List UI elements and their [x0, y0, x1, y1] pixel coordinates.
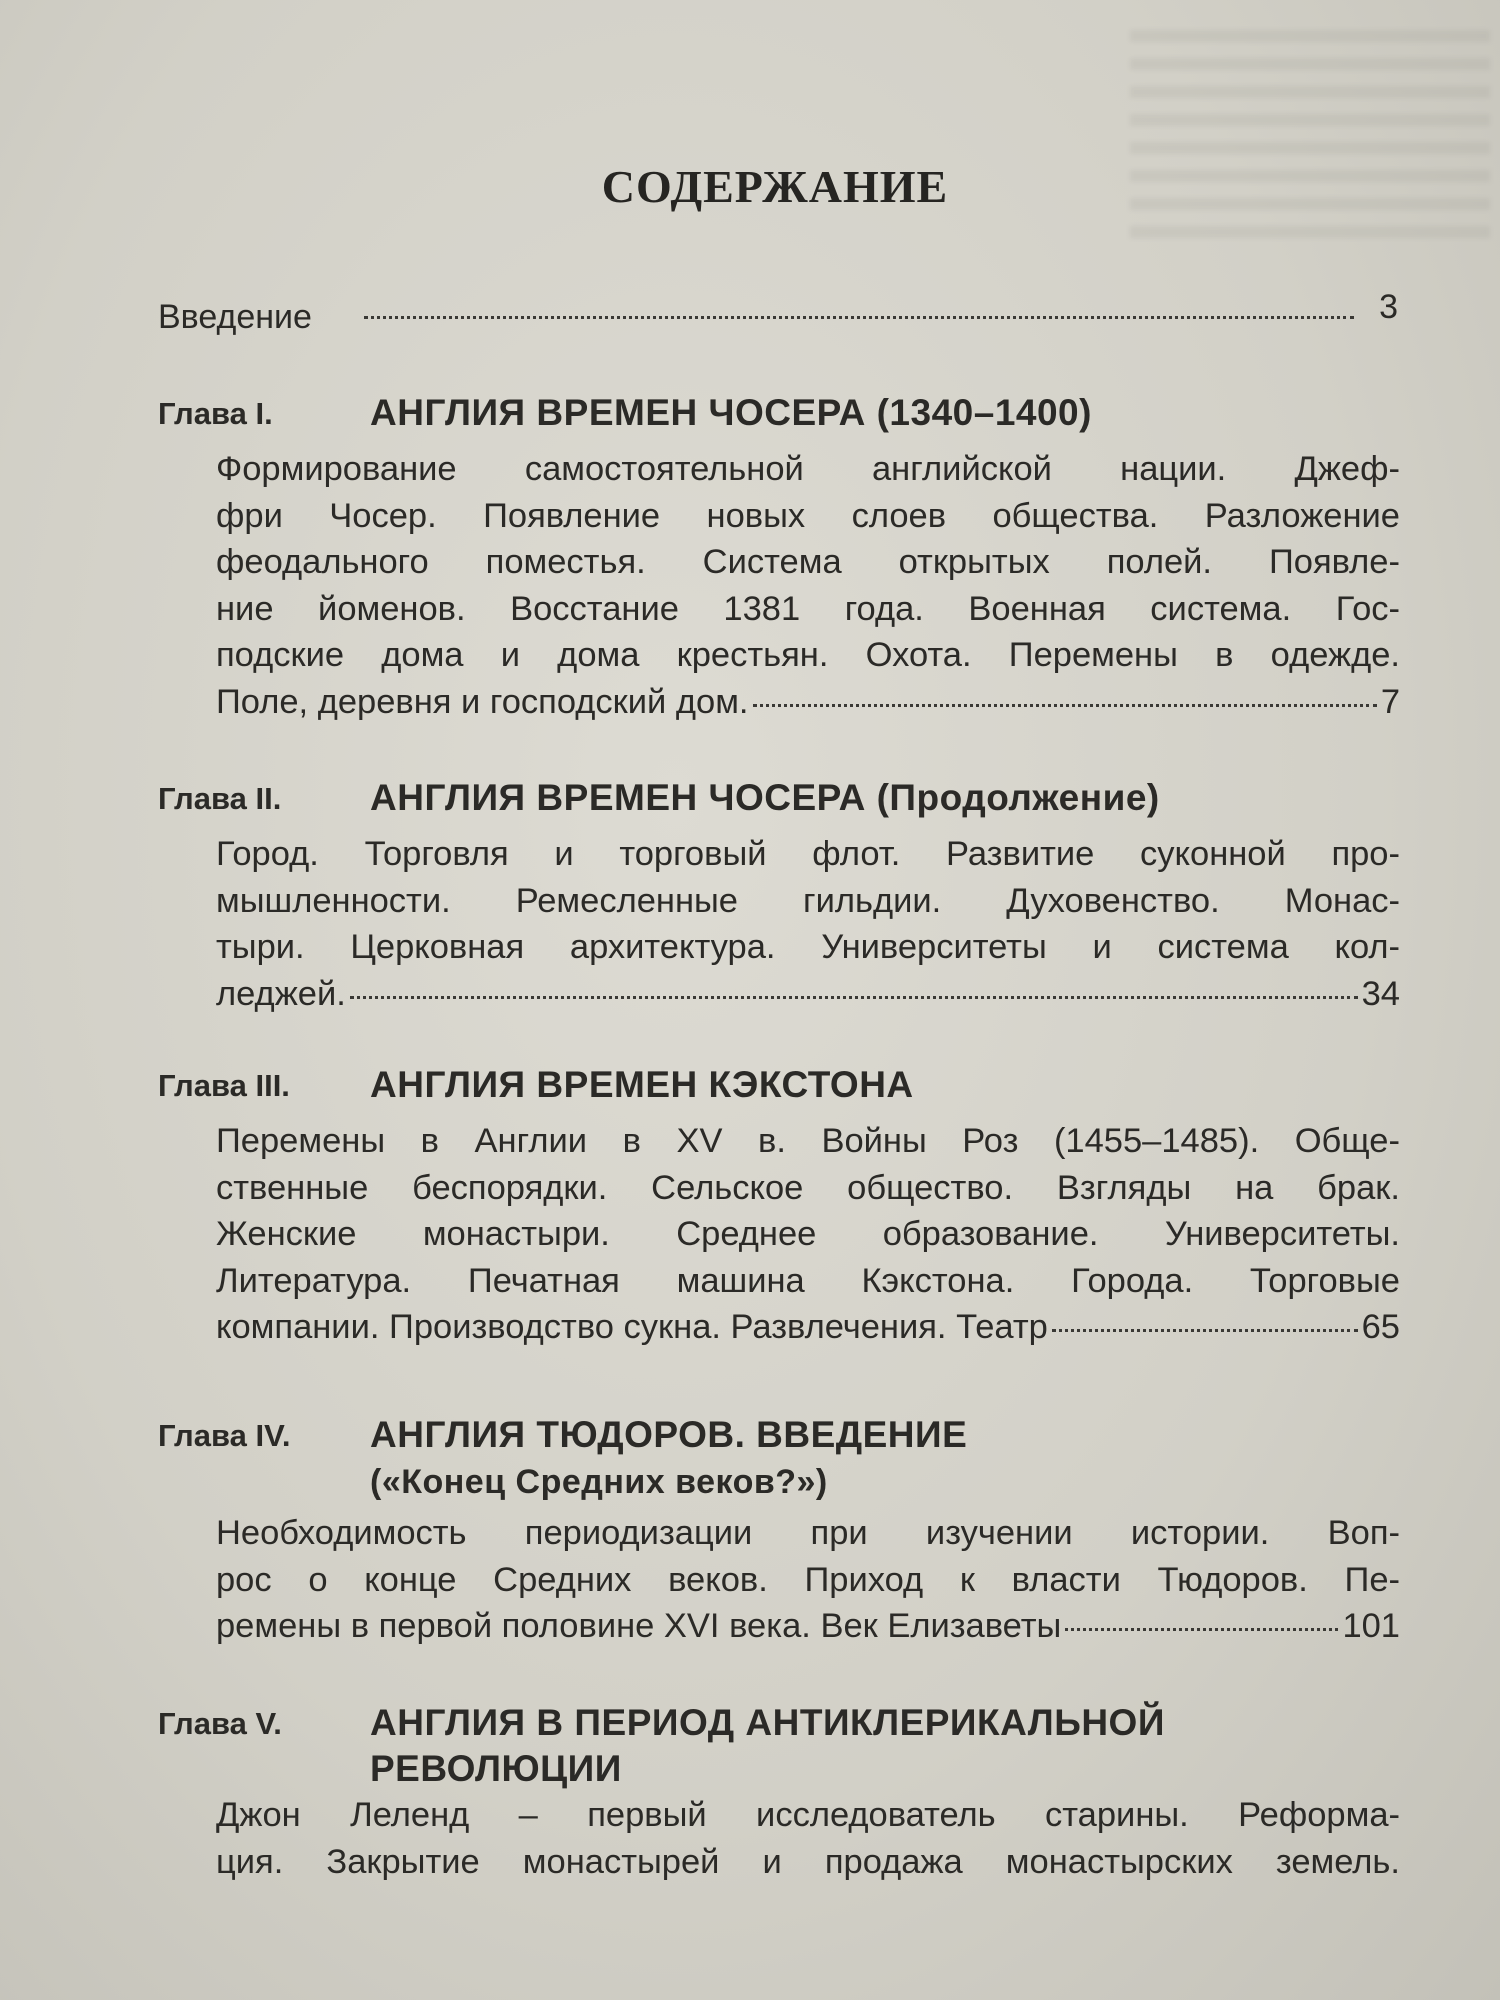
toc-entry-chapter-4[interactable]: [158, 1412, 1400, 1650]
chapter-number: Глава I.: [158, 396, 273, 431]
chapter-description: [216, 446, 1400, 725]
chapter-title: АНГЛИЯ ВРЕМЕН ЧОСЕРА (Продолжение): [370, 777, 1160, 818]
toc-entry-chapter-3[interactable]: [158, 1062, 1400, 1351]
intro-label: Введение: [158, 298, 312, 336]
description-line: феодального поместья. Система открытых полей. Появле-: [216, 543, 1400, 581]
description-last-line: [216, 679, 1400, 726]
page-title: СОДЕРЖАНИЕ: [601, 161, 949, 212]
description-line: Литература. Печатная машина Кэкстона. Города. Торговые: [216, 1261, 1400, 1300]
description-line: Поле, деревня и господский дом.: [216, 682, 749, 721]
page-number: 65: [1361, 1308, 1400, 1346]
description-line: рос о конце Средних веков. Приход к власти Тюдоров. Пе-: [216, 1560, 1400, 1599]
description-line: компании. Производство сукна. Развлечения. Театр: [216, 1308, 1048, 1346]
dot-leader: [364, 316, 1354, 319]
chapter-subtitle: («Конец Средних веков?»): [370, 1463, 828, 1501]
page-number: 3: [1379, 288, 1398, 326]
description-last-line: [216, 1603, 1400, 1650]
description-line: тыри. Церковная архитектура. Университеты и система кол-: [216, 928, 1400, 966]
chapter-number: Глава III.: [158, 1068, 290, 1103]
description-line: ция. Закрытие монастырей и продажа монастырских земель.: [216, 1842, 1400, 1881]
show-through-text: [1130, 30, 1490, 250]
description-line: подские дома и дома крестьян. Охота. Перемены в одежде.: [216, 636, 1400, 674]
chapter-title-block: [370, 1700, 1165, 1792]
description-line: мышленности. Ремесленные гильдии. Духовенство. Монас-: [216, 881, 1400, 920]
description-line: Женские монастыри. Среднее образование. Университеты.: [216, 1215, 1400, 1253]
toc-entry-chapter-2[interactable]: [158, 775, 1400, 1017]
description-line: Перемены в Англии в XV в. Войны Роз (1455–1485). Обще-: [216, 1122, 1400, 1160]
toc-entry-intro[interactable]: [158, 288, 1398, 338]
description-line: леджей.: [216, 974, 346, 1013]
description-last-line: [216, 1304, 1400, 1351]
chapter-description: [216, 1792, 1400, 1885]
chapter-number: Глава II.: [158, 781, 282, 816]
description-line: Джон Леленд – первый исследователь старины. Реформа-: [216, 1796, 1400, 1834]
description-line: Необходимость периодизации при изучении истории. Воп-: [216, 1514, 1400, 1552]
chapter-number: Глава V.: [158, 1706, 282, 1741]
chapter-description: [216, 1118, 1400, 1351]
chapter-number: Глава IV.: [158, 1418, 291, 1453]
description-last-line: [216, 971, 1400, 1018]
dot-leader: [1065, 1628, 1338, 1631]
description-line: Формирование самостоятельной английской нации. Джеф-: [216, 450, 1400, 488]
page-number: 101: [1342, 1607, 1400, 1645]
toc-entry-chapter-1[interactable]: [158, 390, 1400, 725]
chapter-title: АНГЛИЯ ТЮДОРОВ. ВВЕДЕНИЕ: [370, 1414, 968, 1455]
dot-leader: [1052, 1329, 1358, 1332]
description-line: Город. Торговля и торговый флот. Развитие суконной про-: [216, 835, 1400, 873]
page-number: 34: [1361, 974, 1400, 1013]
description-line: фри Чосер. Появление новых слоев общества. Разложение: [216, 496, 1400, 535]
toc-entry-chapter-5[interactable]: [158, 1700, 1400, 1885]
chapter-description: [216, 831, 1400, 1017]
page-number: 7: [1380, 682, 1400, 721]
chapter-title: АНГЛИЯ ВРЕМЕН ЧОСЕРА (1340–1400): [370, 392, 1092, 433]
description-line: ственные беспорядки. Сельское общество. Взгляды на брак.: [216, 1168, 1400, 1207]
chapter-title: АНГЛИЯ ВРЕМЕН КЭКСТОНА: [370, 1064, 914, 1105]
dot-leader: [753, 704, 1377, 707]
chapter-description: [216, 1510, 1400, 1650]
dot-leader: [350, 996, 1358, 999]
description-line: ние йоменов. Восстание 1381 года. Военная система. Гос-: [216, 589, 1400, 628]
chapter-title-block: [370, 1412, 967, 1505]
chapter-title-continued: РЕВОЛЮЦИИ: [370, 1748, 622, 1789]
description-line: ремены в первой половине XVI века. Век Елизаветы: [216, 1607, 1062, 1645]
chapter-title: АНГЛИЯ В ПЕРИОД АНТИКЛЕРИКАЛЬНОЙ: [370, 1702, 1165, 1743]
